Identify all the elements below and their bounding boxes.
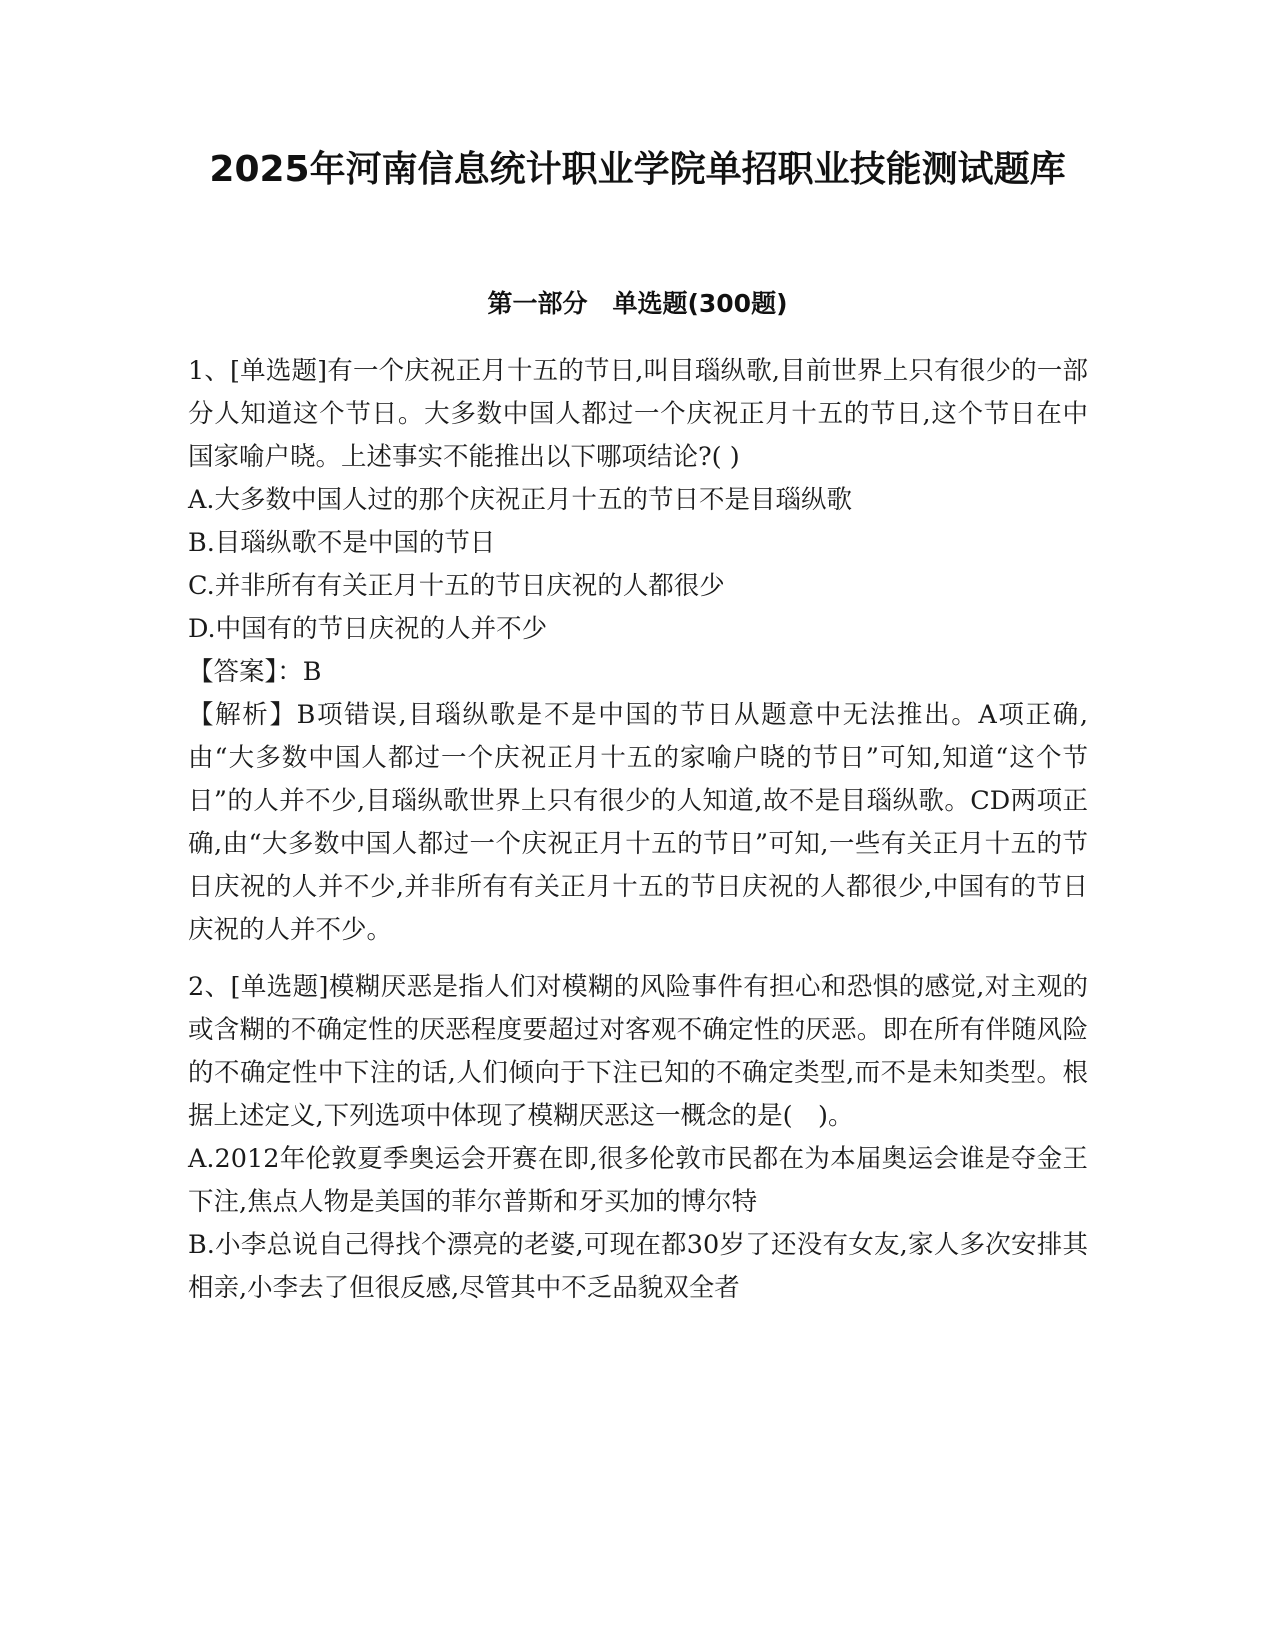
analysis: 【解析】B项错误,目瑙纵歌是不是中国的节日从题意中无法推出。A项正确,由“大多数中国人都过一个庆祝正月十五的家喻户晓的节日”可知,知道“这个节日”的人并不少,目瑙纵歌世界上只有很少的人知道,故不是目瑙纵歌。CD两项正确,由“大多数中国人都过一个庆祝正月十五的节日”可知,一些有关正月十五的节日庆祝的人并不少,并非所有有关正月十五的节日庆祝的人都很少,中国有的节日庆祝的人并不少。 [188,700,1088,945]
document-title: 2025年河南信息统计职业学院单招职业技能测试题库 [209,149,1066,190]
question-1 [188,350,1088,952]
option-b: B.小李总说自己得找个漂亮的老婆,可现在都30岁了还没有女友,家人多次安排其相亲,小李去了但很反感,尽管其中不乏品貌双全者 [188,1230,1088,1303]
question-list [188,350,1088,1310]
option-a: A.2012年伦敦夏季奥运会开赛在即,很多伦敦市民都在为本届奥运会谁是夺金王下注,焦点人物是美国的菲尔普斯和牙买加的博尔特 [188,1144,1088,1217]
question-2 [188,966,1088,1310]
question-stem: 2、[单选题]模糊厌恶是指人们对模糊的风险事件有担心和恐惧的感觉,对主观的或含糊的不确定性的厌恶程度要超过对客观不确定性的厌恶。即在所有伴随风险的不确定性中下注的话,人们倾向于下注已知的不确定类型,而不是未知类型。根据上述定义,下列选项中体现了模糊厌恶这一概念的是( )。 [188,972,1088,1131]
answer: 【答案】：B [188,657,322,687]
option-c: C.并非所有有关正月十五的节日庆祝的人都很少 [188,571,725,601]
option-a: A.大多数中国人过的那个庆祝正月十五的节日不是目瑙纵歌 [188,485,853,515]
option-d: D.中国有的节日庆祝的人并不少 [188,614,548,644]
question-stem: 1、[单选题]有一个庆祝正月十五的节日,叫目瑙纵歌,目前世界上只有很少的一部分人知道这个节日。大多数中国人都过一个庆祝正月十五的节日,这个节日在中国家喻户晓。上述事实不能推出以下哪项结论?( ) [188,356,1088,472]
option-b: B.目瑙纵歌不是中国的节日 [188,528,496,558]
section-heading: 第一部分 单选题(300题) [487,289,788,318]
